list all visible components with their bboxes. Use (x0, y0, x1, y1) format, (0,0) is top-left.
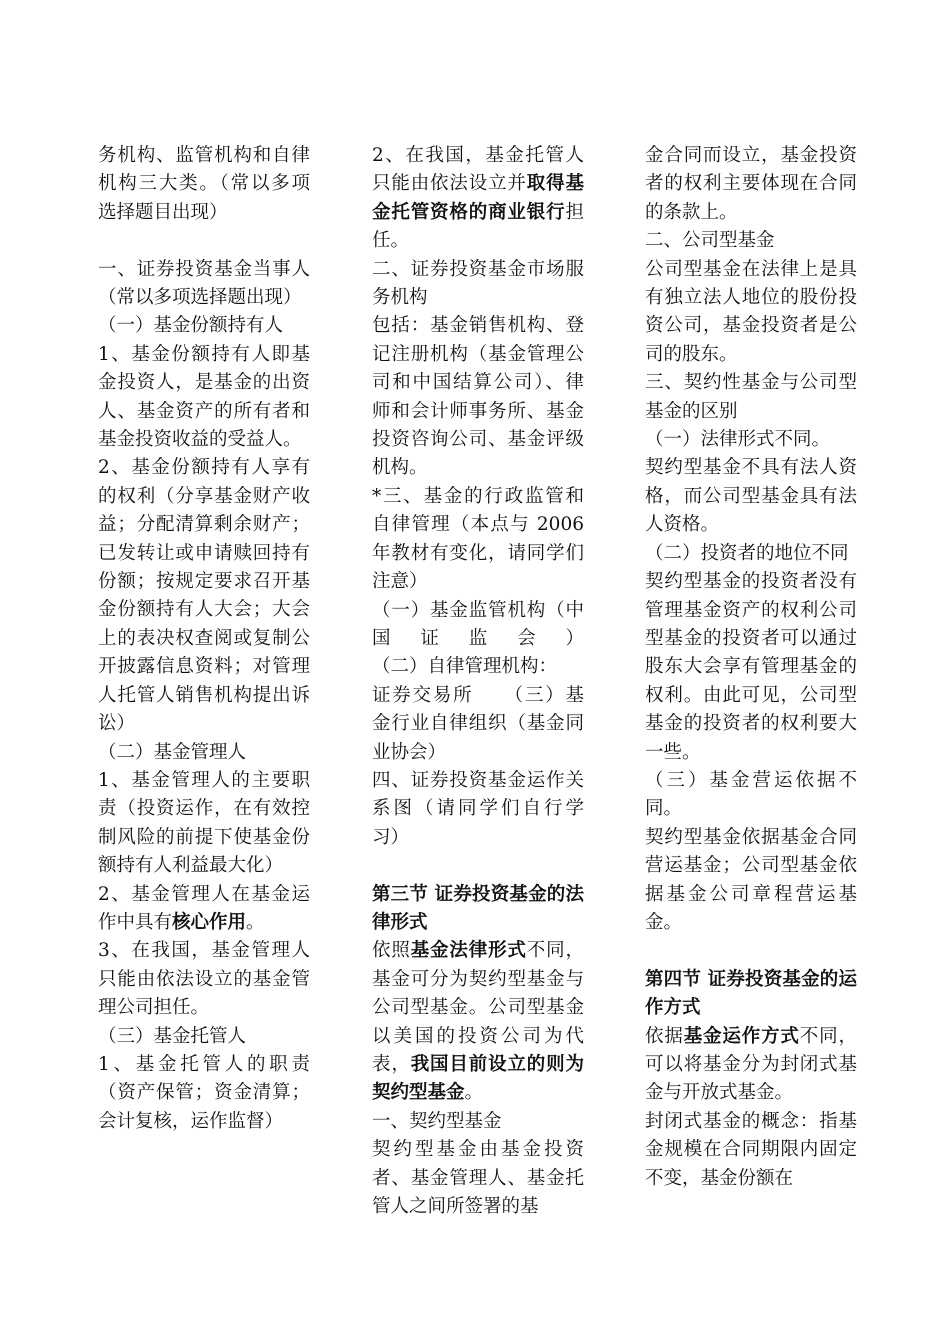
emphasis-text: 基金法律形式 (410, 940, 527, 962)
emphasis-text: 核心作用 (172, 911, 247, 933)
paragraph: 契约型基金由基金投资者、基金管理人、基金托管人之间所签署的基 (372, 1139, 584, 1218)
text-run: 2、基金管理人在基金运作中具有 (98, 883, 310, 933)
subsection-heading: （一）基金份额持有人 (98, 315, 284, 337)
paragraph: 契约型基金不具有法人资格，而公司型基金具有法人资格。 (645, 457, 857, 536)
chapter-heading: 第三节 证券投资基金的法律形式 (372, 883, 584, 933)
text-run: 依照 (372, 940, 411, 962)
emphasis-text: 基金运作方式 (683, 1025, 800, 1047)
section-heading: 四、证券投资基金运作关系图（请同学们自行学习） (372, 769, 584, 848)
chapter-heading: 第四节 证券投资基金的运作方式 (645, 968, 857, 1019)
emphasis-text: 我国目前设立的则为契约型基金 (372, 1053, 584, 1104)
subsection-heading: （一）基金监管机构（中国证监会） (372, 599, 584, 649)
text-run: 依据 (645, 1025, 684, 1047)
text-run: 。 (246, 911, 265, 933)
paragraph: 1、基金份额持有人即基金投资人，是基金的出资人、基金资产的所有者和基金投资收益的受益人。 (98, 343, 310, 451)
column-left (98, 142, 310, 1136)
paragraph (372, 937, 584, 1107)
paragraph: 3、在我国，基金管理人只能由依法设立的基金管理公司担任。 (98, 940, 310, 1019)
paragraph: 2、基金份额持有人享有的权利（分享基金财产收益；分配清算剩余财产；已发转让或申请赎回持有份额；按规定要求召开基金份额持有人大会；大会上的表决权查阅或复制公开披露信息资料；对管理人托管人销售机构提出诉讼） (98, 457, 310, 735)
section-heading: 一、证券投资基金当事人（常以多项选择题出现） (98, 258, 310, 309)
paragraph: 封闭式基金的概念：指基金规模在合同期限内固定不变，基金份额在 (645, 1110, 857, 1189)
paragraph: 契约型基金的投资者没有管理基金资产的权利公司型基金的投资者可以通过股东大会享有管理基金的权利。由此可见，公司型基金的投资者的权利要大一些。 (645, 571, 857, 763)
subsection-heading: （二）自律管理机构： (372, 656, 558, 678)
section-heading: 一、契约型基金 (372, 1110, 502, 1132)
subsection-heading: （二）基金管理人 (98, 741, 247, 763)
paragraph: 务机构、监管机构和自律机构三大类。（常以多项选择题目出现） (98, 145, 310, 223)
subsection-heading: （三）基金营运依据不同。 (645, 769, 857, 820)
text-run: 。 (464, 1082, 484, 1104)
paragraph: 证券交易所 （三）基金行业自律组织（基金同业协会） (372, 684, 584, 763)
text-run: 担任。 (372, 201, 584, 252)
text-run: 不同，可以将基金分为封闭式基金与开放式基金。 (645, 1025, 857, 1104)
text-run: 不同，基金可分为契约型基金与公司型基金。公司型基金以美国的投资公司为代表， (372, 940, 584, 1075)
emphasis-text: 取得基金托管资格的商业银行 (372, 173, 584, 223)
column-right (645, 142, 857, 1193)
paragraph (98, 881, 310, 938)
column-middle (372, 142, 584, 1221)
paragraph: *三、基金的行政监管和自律管理（本点与 2006 年教材有变化，请同学们注意） (372, 485, 584, 593)
paragraph (372, 142, 584, 256)
paragraph: 包括：基金销售机构、登记注册机构（基金管理公司和中国结算公司）、律师和会计师事务所、基金投资咨询公司、基金评级机构。 (372, 315, 584, 479)
subsection-heading: （二）投资者的地位不同 (645, 542, 849, 564)
section-heading: 三、契约性基金与公司型基金的区别 (645, 372, 857, 422)
paragraph: 1、基金管理人的主要职责（投资运作，在有效控制风险的前提下使基金份额持有人利益最大化） (98, 769, 310, 877)
subsection-heading: （三）基金托管人 (98, 1025, 247, 1047)
section-heading: 二、证券投资基金市场服务机构 (372, 258, 584, 309)
paragraph: 公司型基金在法律上是具有独立法人地位的股份投资公司，基金投资者是公司的股东。 (645, 258, 857, 365)
section-heading: 二、公司型基金 (645, 230, 775, 252)
subsection-heading: （一）法律形式不同。 (645, 429, 831, 451)
paragraph: 1、基金托管人的职责（资产保管；资金清算；会计复核，运作监督） (98, 1053, 310, 1132)
paragraph: 金合同而设立，基金投资者的权利主要体现在合同的条款上。 (645, 145, 857, 223)
paragraph: 契约型基金依据基金合同营运基金；公司型基金依据基金公司章程营运基金。 (645, 826, 857, 933)
paragraph (645, 1023, 857, 1108)
text-run: 2、在我国，基金托管人只能由依法设立并 (372, 145, 584, 195)
